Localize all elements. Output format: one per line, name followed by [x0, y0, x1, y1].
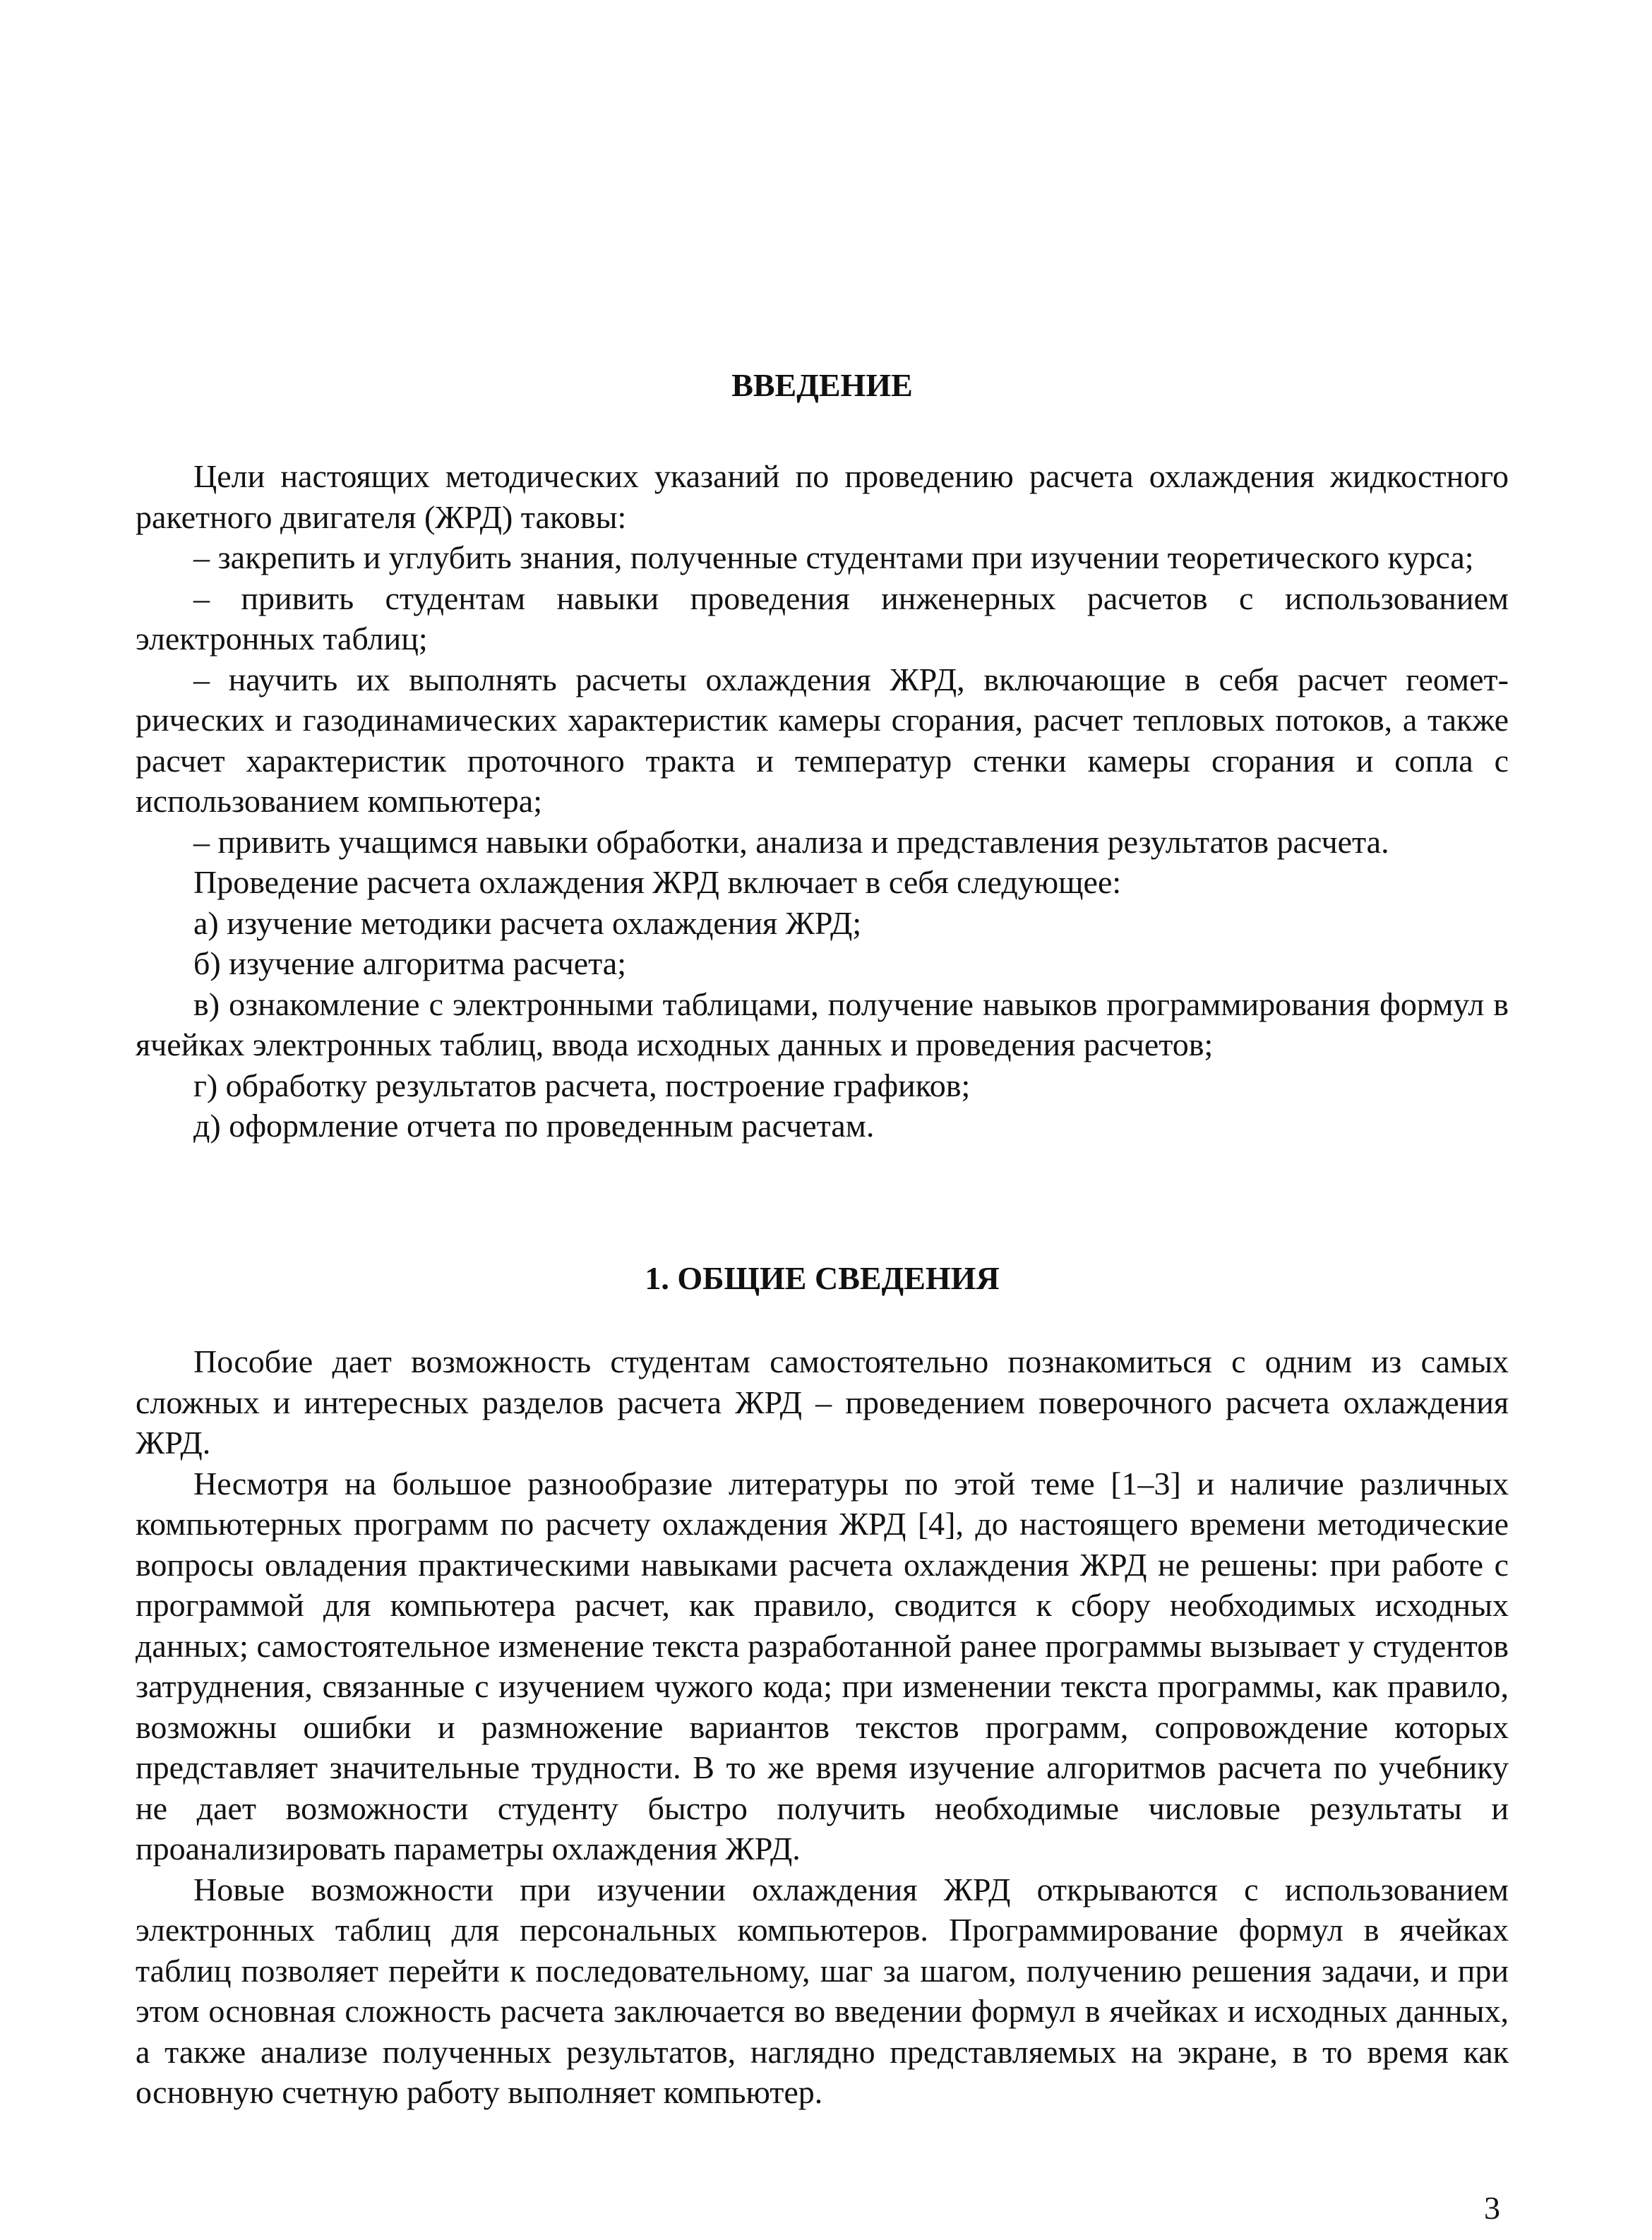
general-paragraph: Пособие дает возможность студентам самостоятельно познакомиться с одним из самых сложных и интересных разделов расчета ЖРД – проведением поверочного расчета охлаждения ЖРД. — [136, 1343, 1509, 1461]
intro-paragraph: Проведение расчета охлаждения ЖРД включает в себя следующее: — [193, 864, 1122, 900]
introduction-body — [136, 456, 1509, 1146]
general-paragraph: Новые возможности при изучении охлаждения ЖРД открываются с использованием электронных таблиц для персональных компьютеров. Программирование формул в ячейках таблиц позволяет перейти к последовательному, шаг за шагом, получению решения задачи, и при этом основная сложность расчета заключается во введении формул в ячейках и исходных данных, а также анализе полученных результатов, наглядно представляемых на экране, в то время как основную счетную работу выполняет компьютер. — [136, 1871, 1509, 2110]
section-heading-general: 1. ОБЩИЕ СВЕДЕНИЯ — [645, 1260, 1000, 1296]
intro-paragraph: – научить их выполнять расчеты охлаждения ЖРД, включающие в себя расчет геометрических и газодинамических характеристик камеры сгорания, расчет тепловых потоков, а также расчет характеристик проточного тракта и температур стенки камеры сгорания и сопла с использованием компьютера; — [136, 661, 1509, 819]
intro-list-item: д) оформление отчета по проведенным расчетам. — [193, 1108, 875, 1144]
general-body — [136, 1341, 1509, 2113]
section-heading-introduction: ВВЕДЕНИЕ — [731, 367, 913, 403]
intro-list-item: б) изучение алгоритма расчета; — [193, 945, 627, 981]
page-number: 3 — [1484, 2190, 1500, 2226]
intro-list-item: а) изучение методики расчета охлаждения ЖРД; — [193, 904, 862, 941]
intro-list-item: г) обработку результатов расчета, построение графиков; — [193, 1067, 971, 1103]
intro-paragraph: – закрепить и углубить знания, полученные студентами при изучении теоретического курса; — [193, 539, 1474, 575]
intro-paragraph: Цели настоящих методических указаний по проведению расчета охлаждения жидкостного ракетного двигателя (ЖРД) таковы: — [136, 458, 1509, 535]
document-page — [136, 0, 1509, 2240]
intro-list-item: в) ознакомление с электронными таблицами, получение навыков программирования формул в ячейках электронных таблиц, ввода исходных данных и проведения расчетов; — [136, 986, 1509, 1062]
intro-paragraph: – привить учащимся навыки обработки, анализа и представления результатов расчета. — [193, 823, 1389, 860]
intro-paragraph: – привить студентам навыки проведения инженерных расчетов с использованием электронных таблиц; — [136, 580, 1509, 657]
general-paragraph: Несмотря на большое разнообразие литературы по этой теме [1–3] и наличие различных компьютерных программ по расчету охлаждения ЖРД [4], до настоящего времени методические вопросы овладения практическими навыками расчета охлаждения ЖРД не решены: при работе с программой для компьютера расчет, как правило, сводится к сбору необходимых исходных данных; самостоятельное изменение текста разработанной ранее программы вызывает у студентов затруднения, связанные с изучением чужого кода; при изменении текста программы, как правило, возможны ошибки и размножение вариантов текстов программ, сопровождение которых представляет значительные трудности. В то же время изучение алгоритмов расчета по учебнику не дает возможности студенту быстро получить необходимые числовые результаты и проанализировать параметры охлаждения ЖРД. — [136, 1465, 1509, 1867]
